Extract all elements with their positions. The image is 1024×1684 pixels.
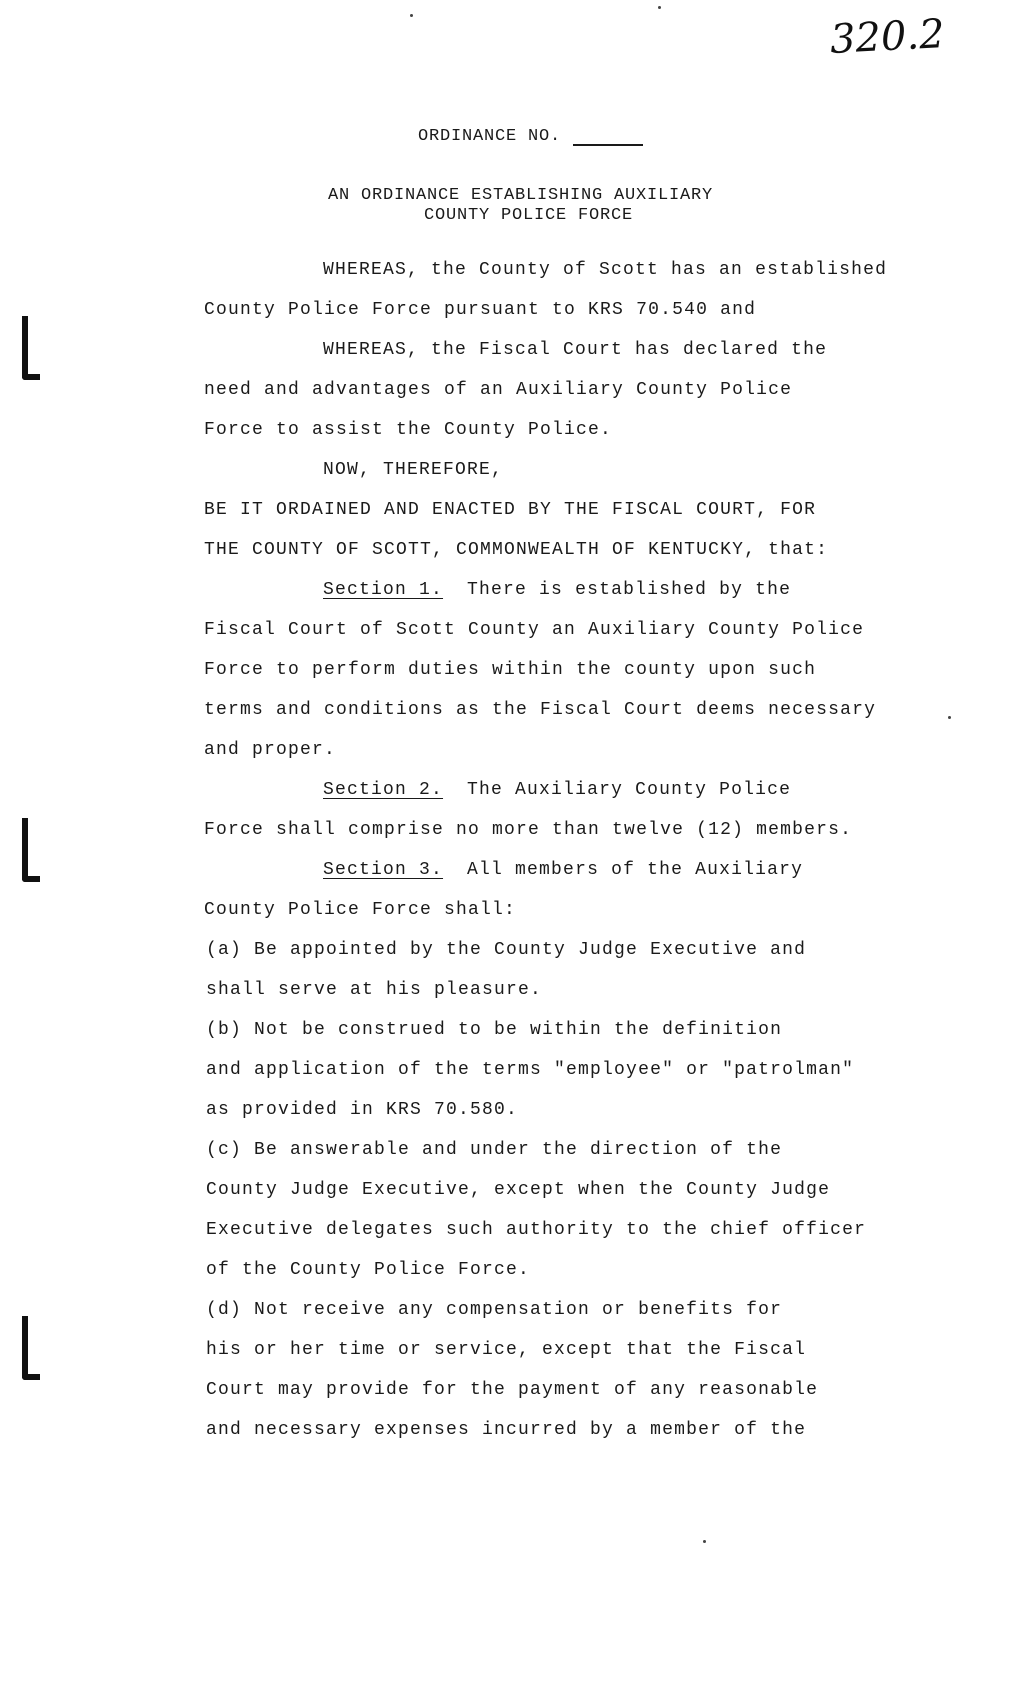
section-3-line2: County Police Force shall: bbox=[204, 900, 517, 920]
whereas-1-line1: WHEREAS, the County of Scott has an established bbox=[323, 260, 888, 280]
ordinance-number-line bbox=[418, 126, 643, 146]
binder-clip-mark-icon bbox=[22, 818, 40, 882]
section-1-heading: Section 1. bbox=[323, 580, 444, 600]
clause-c-line1: (c) Be answerable and under the direction of the bbox=[206, 1140, 783, 1160]
section-2-heading: Section 2. bbox=[323, 780, 444, 800]
clause-c-line2: County Judge Executive, except when the County Judge bbox=[206, 1180, 831, 1200]
scan-speck bbox=[948, 716, 951, 719]
scan-speck bbox=[703, 1540, 706, 1543]
whereas-1-line2: County Police Force pursuant to KRS 70.540 and bbox=[204, 300, 757, 320]
ordinance-title-line2: COUNTY POLICE FORCE bbox=[424, 206, 634, 225]
section-1-line2: Fiscal Court of Scott County an Auxiliary County Police bbox=[204, 620, 865, 640]
clause-c-line3: Executive delegates such authority to the chief officer bbox=[206, 1220, 867, 1240]
clause-d-line3: Court may provide for the payment of any reasonable bbox=[206, 1380, 819, 1400]
clause-d-line4: and necessary expenses incurred by a member of the bbox=[206, 1420, 807, 1440]
now-therefore: NOW, THEREFORE, bbox=[323, 460, 504, 480]
section-2-line1 bbox=[323, 780, 791, 800]
enactment-line1: BE IT ORDAINED AND ENACTED BY THE FISCAL COURT, FOR bbox=[204, 500, 817, 520]
ordinance-label: ORDINANCE NO. bbox=[418, 127, 562, 146]
section-2-line2: Force shall comprise no more than twelve (12) members. bbox=[204, 820, 853, 840]
section-2-text: The Auxiliary County Police bbox=[467, 780, 792, 800]
enactment-line2: THE COUNTY OF SCOTT, COMMONWEALTH OF KENTUCKY, that: bbox=[204, 540, 829, 560]
section-1-line3: Force to perform duties within the county upon such bbox=[204, 660, 817, 680]
clause-c-line4: of the County Police Force. bbox=[206, 1260, 531, 1280]
section-3-line1 bbox=[323, 860, 803, 880]
section-1-text: There is established by the bbox=[467, 580, 792, 600]
clause-b-line3: as provided in KRS 70.580. bbox=[206, 1100, 519, 1120]
binder-clip-mark-icon bbox=[22, 316, 40, 380]
section-3-heading: Section 3. bbox=[323, 860, 444, 880]
section-3-text: All members of the Auxiliary bbox=[467, 860, 804, 880]
ordinance-number-blank bbox=[573, 126, 643, 146]
whereas-2-line1: WHEREAS, the Fiscal Court has declared the bbox=[323, 340, 828, 360]
clause-a-line1: (a) Be appointed by the County Judge Executive and bbox=[206, 940, 807, 960]
section-1-line4: terms and conditions as the Fiscal Court deems necessary bbox=[204, 700, 877, 720]
clause-d-line1: (d) Not receive any compensation or benefits for bbox=[206, 1300, 783, 1320]
clause-b-line2: and application of the terms "employee" or "patrolman" bbox=[206, 1060, 855, 1080]
clause-a-line2: shall serve at his pleasure. bbox=[206, 980, 543, 1000]
clause-b-line1: (b) Not be construed to be within the definition bbox=[206, 1020, 783, 1040]
ordinance-title-line1: AN ORDINANCE ESTABLISHING AUXILIARY bbox=[328, 186, 714, 205]
section-1-line5: and proper. bbox=[204, 740, 337, 760]
scan-speck bbox=[410, 14, 413, 17]
binder-clip-mark-icon bbox=[22, 1316, 40, 1380]
clause-d-line2: his or her time or service, except that the Fiscal bbox=[206, 1340, 807, 1360]
handwritten-page-number: 320.2 bbox=[828, 11, 946, 63]
whereas-2-line3: Force to assist the County Police. bbox=[204, 420, 613, 440]
whereas-2-line2: need and advantages of an Auxiliary County Police bbox=[204, 380, 793, 400]
section-1-line1 bbox=[323, 580, 791, 600]
scan-speck bbox=[658, 6, 661, 9]
